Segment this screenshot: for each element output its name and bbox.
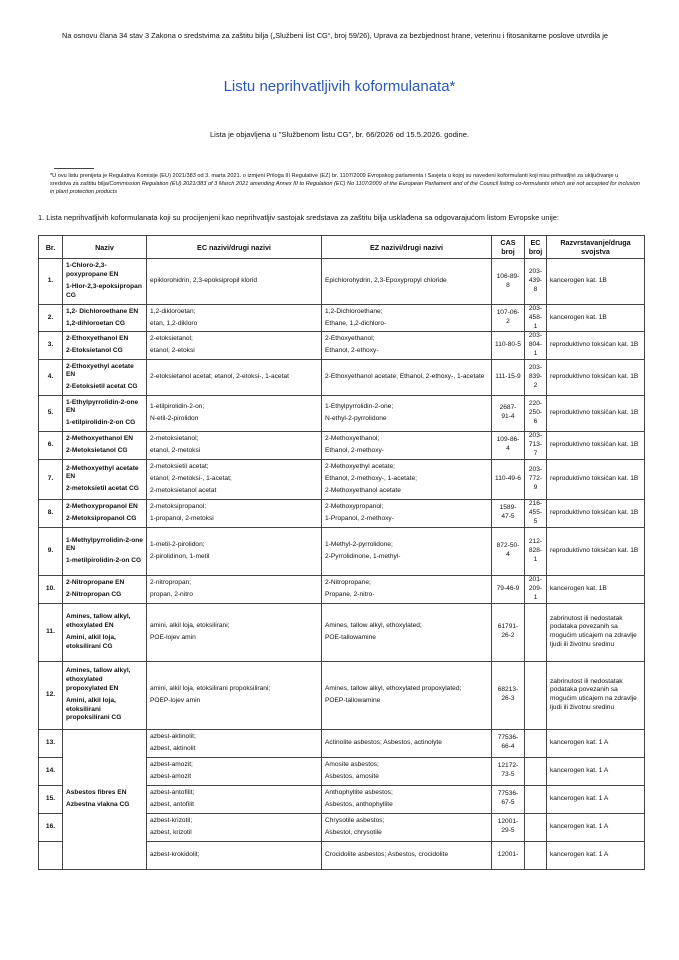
ec-names [147, 459, 322, 499]
name-en: 2-Ethoxyethanol EN [66, 335, 129, 343]
classification: kancerogen kat. 1 A [547, 841, 645, 869]
coformulant-name [63, 305, 147, 332]
cas-number: 12001- [492, 841, 525, 869]
cell-line: Ethanol, 2-methoxy-, 1-acetate; [325, 474, 417, 482]
ez-names [322, 757, 492, 785]
cell-line: 2-etoksietanol; [150, 335, 193, 343]
coformulant-name [63, 661, 147, 729]
table-row [39, 305, 645, 332]
cas-number: 68213-26-3 [492, 661, 525, 729]
coformulant-name [63, 499, 147, 527]
row-number: 6. [39, 431, 63, 459]
name-cg: Amini, alkil loja, etoksilirani CG [66, 633, 116, 650]
cell-line: POE-tallowamine [325, 633, 376, 641]
ec-names [147, 729, 322, 757]
coformulant-name [63, 527, 147, 575]
cas-number: 61791-26-2 [492, 603, 525, 661]
header-cas: CAS broj [492, 236, 525, 259]
classification: kancerogen kat. 1B [547, 305, 645, 332]
ec-number: 203-804-1 [525, 332, 547, 359]
row-number: 10. [39, 575, 63, 603]
ez-names [322, 499, 492, 527]
ez-names [322, 259, 492, 305]
cell-line: Asbestol, chrysotile [325, 828, 382, 836]
name-en: Asbestos fibres EN [66, 788, 127, 796]
footnote-me: *U ovu listu prenijeta je Regulativa Komisije (EU) 2021/383 od 3. marta 2021. o izmjeni Priloga III Regulative (EZ) br. 1107/2009 Evropskog parlamenta i Savjeta u kojoj su navedeni koformulanti koji nisu prihvatljivi za uključivanje u sredstva za zaštitu bilja/ [50, 173, 619, 188]
ec-number [525, 785, 547, 813]
name-en: 2-Nitropropane EN [66, 578, 125, 586]
ez-names [322, 729, 492, 757]
cell-line: azbest-aktinolit; [150, 732, 196, 740]
header-ez-names: EZ nazivi/drugi nazivi [322, 236, 492, 259]
cell-line: 2-Methoxyethanol; [325, 434, 380, 442]
footnote [50, 172, 640, 197]
classification: reproduktivno toksičan kat. 1B [547, 459, 645, 499]
ec-number [525, 757, 547, 785]
cell-line: 2-Ethoxyethanol acetate; Ethanol, 2-ethoxy-, 1-acetate [325, 372, 485, 380]
classification: reproduktivno toksičan kat. 1B [547, 359, 645, 395]
cas-number: 106-89-8 [492, 259, 525, 305]
cell-line: Ethanol, 2-ethoxy- [325, 347, 379, 355]
table-row [39, 332, 645, 359]
ec-number [525, 841, 547, 869]
ec-names [147, 757, 322, 785]
cell-line: POEP-lojev amin [150, 696, 201, 704]
cell-line: azbest-amozit [150, 772, 192, 780]
cell-line: 1-Methyl-2-pyrrolidone; [325, 540, 393, 548]
ec-number: 203-458-1 [525, 305, 547, 332]
cell-line: 2-etoksietanol acetat; etanol, 2-etoksi-, 1-acetat [150, 372, 289, 380]
row-number: 3. [39, 332, 63, 359]
cas-number: 77536-66-4 [492, 729, 525, 757]
list-intro: 1. Lista neprihvatljivih koformulanata koji su procijenjeni kao neprihvatljiv sastojak sredstava za zaštitu bilja usklađena sa odgovarajućom listom Evropske unije: [38, 213, 559, 222]
ez-names [322, 575, 492, 603]
row-number: 2. [39, 305, 63, 332]
ec-number: 203-713-7 [525, 431, 547, 459]
coformulant-name [63, 332, 147, 359]
ez-names [322, 661, 492, 729]
name-cg: 1-metilpirolidin-2-on CG [66, 557, 142, 565]
cell-line: 1-propanol, 2-metoksi [150, 514, 214, 522]
cell-line: Amosite asbestos; [325, 760, 379, 768]
row-number: 1. [39, 259, 63, 305]
cell-line: Crocidolite asbestos; Asbestos, crocidolite [325, 850, 449, 858]
name-en: 1-Chloro-2,3-poxypropane EN [66, 262, 119, 279]
ec-number [525, 729, 547, 757]
classification: reproduktivno toksičan kat. 1B [547, 499, 645, 527]
ec-number: 203-839-2 [525, 359, 547, 395]
cell-line: etanol, 2-etoksi [150, 347, 195, 355]
name-en: Amines, tallow alkyl, ethoxylated propoxylated EN [66, 667, 131, 692]
ec-number: 203-772-9 [525, 459, 547, 499]
ec-number: 203-439-8 [525, 259, 547, 305]
asbestos-name [63, 729, 147, 869]
ec-names [147, 332, 322, 359]
table-body [39, 259, 645, 870]
cell-line: Actinolite asbestos; Asbestos, actinolyte [325, 738, 442, 746]
footnote-en: Commission Regulation (EU) 2021/383 of 3 March 2021 amending Annex III to Regulation (EC) No 1107/2009 of the European Parliament and of the Council listing co-formulants which are not accepted for inclusion in plant protection products [50, 181, 640, 196]
ec-number: 201-209-1 [525, 575, 547, 603]
cell-line: N-ethyl-2-pyrrolidone [325, 414, 387, 422]
cell-line: amini, alkil loja, etoksilirani propoksilirani; [150, 684, 271, 692]
coformulant-name [63, 359, 147, 395]
coformulant-name [63, 431, 147, 459]
row-number: 7. [39, 459, 63, 499]
classification: reproduktivno toksičan kat. 1B [547, 431, 645, 459]
ez-names [322, 431, 492, 459]
ec-names [147, 305, 322, 332]
cas-number: 107-06-2 [492, 305, 525, 332]
ez-names [322, 305, 492, 332]
ez-names [322, 813, 492, 841]
cell-line: etanol, 2-metoksi-, 1-acetat; [150, 474, 232, 482]
cell-line: 2-pirolidinon, 1-metil [150, 552, 210, 560]
publication-note: Lista je objavljena u "Službenom listu CG", br. 66/2026 od 15.5.2026. godine. [209, 130, 470, 139]
cell-line: 2-Methoxypropanol; [325, 502, 384, 510]
ez-names [322, 841, 492, 869]
cell-line: N-etil-2-pirolidon [150, 414, 199, 422]
row-number: 5. [39, 395, 63, 431]
table-row [39, 259, 645, 305]
cell-line: propan, 2-nitro [150, 590, 193, 598]
classification: reproduktivno toksičan kat. 1B [547, 527, 645, 575]
name-cg: Azbestna vlakna CG [66, 800, 130, 808]
cas-number: 872-50-4 [492, 527, 525, 575]
cell-line: 2-Methoxyethyl acetate; [325, 463, 396, 471]
cell-line: epiklorohidrin, 2,3-epoksipropil klorid [150, 277, 258, 285]
coformulant-name [63, 575, 147, 603]
cell-line: 2-metoksietanol; [150, 434, 199, 442]
name-en: 1,2- Dichloroethane EN [66, 307, 139, 315]
cell-line: 2-Pyrrolidinone, 1-methyl- [325, 552, 401, 560]
classification: kancerogen kat. 1B [547, 259, 645, 305]
cell-line: Asbestos, anthophyllite [325, 800, 393, 808]
name-cg: 1-etilpirolidin-2-on CG [66, 419, 136, 427]
ec-number: 212-828-1 [525, 527, 547, 575]
name-cg: 2-Etoksietanol CG [66, 347, 123, 355]
table-row [39, 661, 645, 729]
name-cg: 1-Hlor-2,3-epoksipropan CG [66, 283, 142, 299]
ec-names [147, 841, 322, 869]
row-number: 9. [39, 527, 63, 575]
table-row [39, 459, 645, 499]
header-ec-no: EC broj [525, 236, 547, 259]
classification: kancerogen kat. 1 A [547, 813, 645, 841]
classification: zabrinutost ili nedostatak podataka povezanih sa mogućim uticajem na zdravlje ljudi ili životnu sredinu [547, 661, 645, 729]
cell-line: 1-Ethylpyrrolidin-2-one; [325, 402, 394, 410]
ez-names [322, 395, 492, 431]
name-en: 1-Ethylpyrrolidin-2-one EN [66, 398, 139, 415]
table-row [39, 499, 645, 527]
cell-line: 2-Methoxyethanol acetate [325, 486, 401, 494]
cell-line: azbest, aktinolit [150, 744, 196, 752]
coformulants-table [38, 235, 645, 870]
table-row [39, 359, 645, 395]
cell-line: 2-metoksietil acetat; [150, 463, 209, 471]
cell-line: POE-lojev amin [150, 633, 196, 641]
row-number: 4. [39, 359, 63, 395]
classification: reproduktivno toksičan kat. 1B [547, 332, 645, 359]
name-cg: 2-Eetoksietil acetat CG [66, 383, 138, 391]
ec-names [147, 661, 322, 729]
ec-names [147, 575, 322, 603]
footnote-divider [54, 168, 94, 169]
ez-names [322, 527, 492, 575]
cell-line: Amines, tallow alkyl, ethoxylated; [325, 621, 422, 629]
cell-line: Asbestos, amosite [325, 772, 379, 780]
cas-number: 77536-67-5 [492, 785, 525, 813]
cell-line: azbest-amozit; [150, 760, 193, 768]
name-cg: 2-metoksietil acetat CG [66, 485, 139, 493]
ez-names [322, 603, 492, 661]
name-en: 2-Methoxyethanol EN [66, 434, 134, 442]
ez-names [322, 332, 492, 359]
cas-number: 12172-73-5 [492, 757, 525, 785]
ez-names [322, 459, 492, 499]
coformulant-name [63, 603, 147, 661]
cell-line: Propane, 2-nitro- [325, 590, 375, 598]
row-number: 16. [39, 813, 63, 841]
cell-line: 1,2-dikloroetan; [150, 307, 196, 315]
ec-number: 216-455-5 [525, 499, 547, 527]
name-cg: 2-Metoksietanol CG [66, 446, 128, 454]
cell-line: 2-Ethoxyethanol; [325, 335, 375, 343]
coformulant-name [63, 395, 147, 431]
cell-line: azbest-krizotil; [150, 816, 193, 824]
coformulant-name [63, 459, 147, 499]
cell-line: Anthophyllite asbestos; [325, 788, 393, 796]
name-en: 2-Ethoxyethyl acetate EN [66, 362, 134, 379]
cell-line: 2-nitropropan; [150, 578, 192, 586]
cell-line: Ethane, 1,2-dichloro- [325, 319, 387, 327]
cas-number: 110-80-5 [492, 332, 525, 359]
ec-number [525, 603, 547, 661]
ec-names [147, 603, 322, 661]
row-number: 12. [39, 661, 63, 729]
cell-line: Amines, tallow alkyl, ethoxylated propoxylated; [325, 684, 462, 692]
cas-number: 109-86-4 [492, 431, 525, 459]
cell-line: Epichlorohydrin, 2,3-Epoxypropyl chloride [325, 277, 447, 285]
intro-text: Na osnovu člana 34 stav 3 Zakona o sredstvima za zaštitu bilja („Službeni list CG“, broj 59/26), Uprava za bezbjednost hrane, veterinu i fitosanitarne poslove utvrdila je [62, 31, 608, 40]
name-cg: 1,2-dihloroetan CG [66, 319, 125, 327]
table-row [39, 431, 645, 459]
row-number: 11. [39, 603, 63, 661]
ec-names [147, 813, 322, 841]
ec-names [147, 395, 322, 431]
cell-line: 2-Nitropropane; [325, 578, 371, 586]
header-name: Naziv [63, 236, 147, 259]
classification: kancerogen kat. 1 A [547, 757, 645, 785]
ec-names [147, 431, 322, 459]
ec-names [147, 785, 322, 813]
table-header-row [39, 236, 645, 259]
row-number: 15. [39, 785, 63, 813]
cell-line: etanol, 2-metoksi [150, 446, 201, 454]
classification: zabrinutost ili nedostatak podataka povezanih sa mogućim uticajem na zdravlje ljudi ili životnu sredinu [547, 603, 645, 661]
name-en: 2-Methoxypropanol EN [66, 502, 138, 510]
cell-line: azbest-krokidolit; [150, 850, 200, 858]
table-row [39, 729, 645, 757]
classification: kancerogen kat. 1 A [547, 729, 645, 757]
name-en: 1-Methylpyrrolidin-2-one EN [66, 536, 143, 553]
cas-number: 12001-29-5 [492, 813, 525, 841]
cas-number: 1589-47-5 [492, 499, 525, 527]
name-cg: 2-Nitropropan CG [66, 590, 122, 598]
header-ec-names: EC nazivi/drugi nazivi [147, 236, 322, 259]
cell-line: etan, 1,2-dikloro [150, 319, 198, 327]
cell-line: Ethanol, 2-methoxy- [325, 446, 385, 454]
row-number: 8. [39, 499, 63, 527]
cell-line: 1-Propanol, 2-methoxy- [325, 514, 394, 522]
cell-line: 2-metoksipropanol; [150, 502, 207, 510]
cas-number: 111-15-9 [492, 359, 525, 395]
coformulant-name [63, 259, 147, 305]
name-en: Amines, tallow alkyl, ethoxylated EN [66, 613, 131, 629]
ec-names [147, 527, 322, 575]
cell-line: amini, alkil loja, etoksilirani; [150, 621, 230, 629]
row-number: 13. [39, 729, 63, 757]
name-cg: Amini, alkil loja, etoksilirani propoksilirani CG [66, 696, 122, 722]
cell-line: 1,2-Dichloroethane; [325, 307, 383, 315]
table-row [39, 603, 645, 661]
ec-number [525, 661, 547, 729]
header-nr: Br. [39, 236, 63, 259]
ec-number [525, 813, 547, 841]
cell-line: 1-etilpirolidin-2-on; [150, 402, 205, 410]
ez-names [322, 785, 492, 813]
cell-line: Chrysotile asbestos; [325, 816, 385, 824]
cell-line: azbest, antofilit [150, 800, 194, 808]
cell-line: 1-metil-2-pirolidon; [150, 540, 205, 548]
classification: reproduktivno toksičan kat. 1B [547, 395, 645, 431]
ec-names [147, 259, 322, 305]
cell-line: 2-metoksietanol acetat [150, 486, 217, 494]
row-number [39, 841, 63, 869]
name-en: 2-Methoxyethyl acetate EN [66, 464, 139, 481]
row-number: 14. [39, 757, 63, 785]
table-row [39, 395, 645, 431]
intro-paragraph [50, 30, 640, 41]
ec-names [147, 359, 322, 395]
ec-names [147, 499, 322, 527]
table-row [39, 575, 645, 603]
cell-line: azbest, krizotil [150, 828, 192, 836]
cas-number: 2687-91-4 [492, 395, 525, 431]
ec-number: 220-250-6 [525, 395, 547, 431]
document-title: Listu neprihvatljivih koformulanata* [223, 78, 456, 95]
cas-number: 79-46-9 [492, 575, 525, 603]
name-cg: 2-Metoksipropanol CG [66, 514, 137, 522]
classification: kancerogen kat. 1B [547, 575, 645, 603]
cas-number: 110-49-6 [492, 459, 525, 499]
cell-line: azbest-antofilit; [150, 788, 195, 796]
table-row [39, 527, 645, 575]
ez-names [322, 359, 492, 395]
classification: kancerogen kat. 1 A [547, 785, 645, 813]
cell-line: POEP-tallowamine [325, 696, 381, 704]
header-class: Razvrstavanje/druga svojstva [547, 236, 645, 259]
